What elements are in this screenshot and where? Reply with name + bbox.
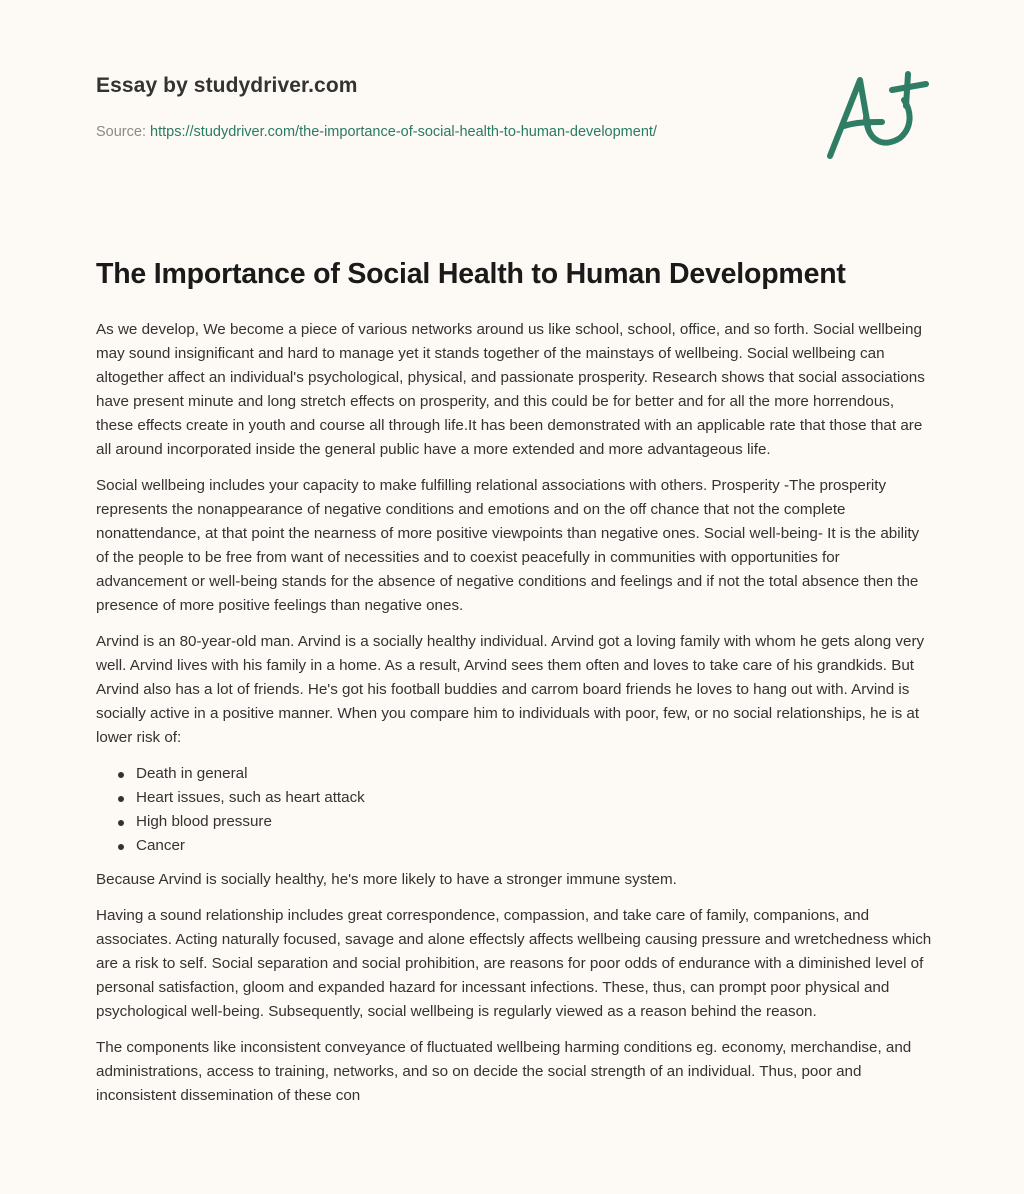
source-link[interactable]: https://studydriver.com/the-importance-of-social-health-to-human-development/ <box>150 124 657 140</box>
paragraph: The components like inconsistent conveyance of fluctuated wellbeing harming conditions eg. economy, merchandise, and administrations, access to training, networks, and so on decide the social strength of an individual. Thus, poor and inconsistent dissemination of these con <box>96 1039 912 1104</box>
list-item: Cancer <box>136 834 932 858</box>
source-line <box>96 124 796 140</box>
article <box>96 254 932 1120</box>
paragraph: Because Arvind is socially healthy, he's more likely to have a stronger immune system. <box>96 871 677 888</box>
paragraph: Social wellbeing includes your capacity to make fulfilling relational associations with others. Prosperity -The prosperity represents the nonappearance of negative conditions and emotions and on the off chance that not the complete nonattendance, at that point the nearness of more positive viewpoints than negative ones. Social well-being- It is the ability of the people to be free from want of necessities and to coexist peacefully in communities with opportunities for advancement or well-being stands for the absence of negative conditions and feelings and if not the total absence then the presence of more positive feelings than negative ones. <box>96 477 920 614</box>
list-item: High blood pressure <box>136 810 932 834</box>
a-plus-grade-icon <box>820 66 930 166</box>
page-header <box>96 74 796 140</box>
paragraph: Having a sound relationship includes great correspondence, compassion, and take care of family, companions, and associates. Acting naturally focused, savage and alone effectsly affects wellbeing causing pressure and wretchedness which are a risk to self. Social separation and social prohibition, are reasons for poor odds of endurance with a diminished level of personal satisfaction, gloom and expanded hazard for incessant infections. These, thus, can prompt poor physical and psychological well-being. Subsequently, social wellbeing is regularly viewed as a reason behind the reason. <box>96 907 932 1020</box>
risk-list <box>96 762 932 858</box>
brand-title: Essay by studydriver.com <box>96 74 358 97</box>
list-item: Death in general <box>136 762 932 786</box>
list-item: Heart issues, such as heart attack <box>136 786 932 810</box>
paragraph: As we develop, We become a piece of various networks around us like school, school, office, and so forth. Social wellbeing may sound insignificant and hard to manage yet it stands together of the mainstays of wellbeing. Social wellbeing can altogether affect an individual's psychological, physical, and passionate prosperity. Research shows that social associations have present minute and long stretch effects on prosperity, and this could be for better and for all the more horrendous, these effects create in youth and course all through life.It has been demonstrated with an applicable rate that those that are all around incorporated inside the general public have a more extended and more advantageous life. <box>96 321 925 458</box>
source-label: Source: <box>96 124 146 140</box>
paragraph: Arvind is an 80-year-old man. Arvind is a socially healthy individual. Arvind got a loving family with whom he gets along very well. Arvind lives with his family in a home. As a result, Arvind sees them often and loves to take care of his grandkids. But Arvind also has a lot of friends. He's got his football buddies and carrom board friends he loves to hang out with. Arvind is socially active in a positive manner. When you compare him to individuals with poor, few, or no social relationships, he is at lower risk of: <box>96 633 925 746</box>
article-title: The Importance of Social Health to Human Development <box>96 258 846 290</box>
